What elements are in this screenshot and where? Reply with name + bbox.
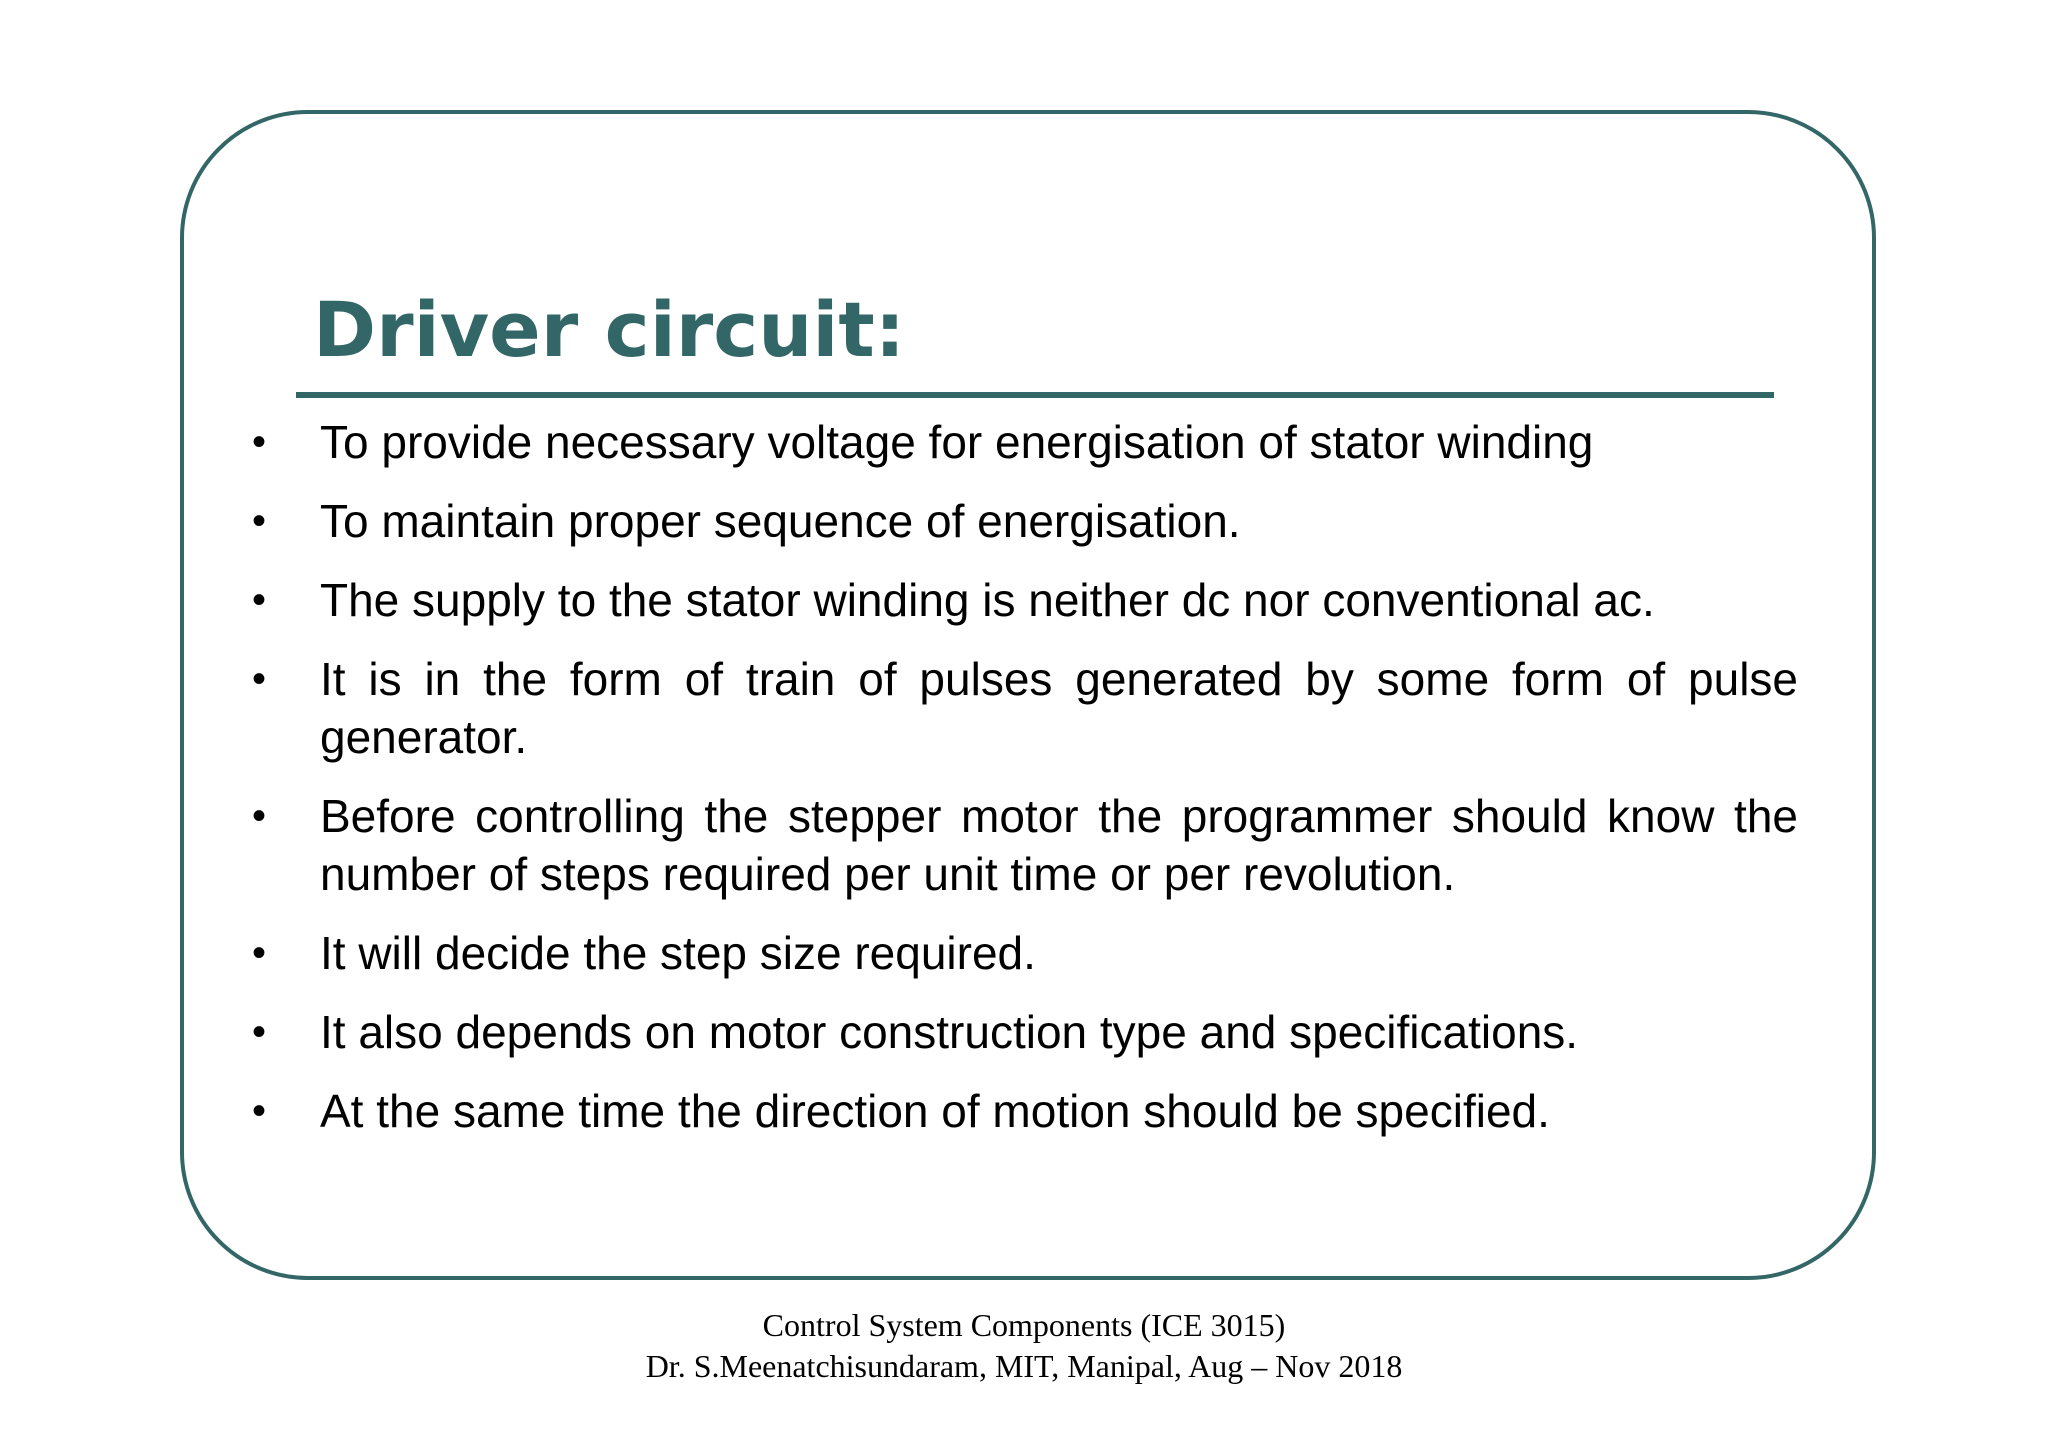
bullet-item — [252, 413, 1798, 471]
bullet-item — [252, 492, 1798, 550]
bullet-marker: • — [252, 499, 267, 543]
footer-course: Control System Components (ICE 3015) — [762, 1307, 1286, 1343]
bullet-item — [252, 571, 1798, 629]
bullet-marker: • — [252, 1089, 267, 1133]
bullet-item — [252, 787, 1798, 903]
bullet-marker: • — [252, 578, 267, 622]
bullet-text: The supply to the stator winding is neither dc nor conventional ac. — [320, 574, 1655, 626]
bullet-marker: • — [252, 657, 267, 701]
bullet-text: It is in the form of train of pulses generated by some form of pulse generator. — [320, 653, 1798, 763]
bullet-marker: • — [252, 794, 267, 838]
bullet-text: It also depends on motor construction type and specifications. — [320, 1006, 1579, 1058]
slide-title: Driver circuit: — [313, 285, 906, 374]
bullet-text: To maintain proper sequence of energisation. — [320, 495, 1241, 547]
bullet-item — [252, 650, 1798, 766]
bullet-text: At the same time the direction of motion should be specified. — [320, 1085, 1550, 1137]
bullet-list — [252, 413, 1798, 1161]
title-underline — [296, 392, 1774, 398]
bullet-item — [252, 1003, 1798, 1061]
bullet-item — [252, 1082, 1798, 1140]
bullet-item — [252, 924, 1798, 982]
bullet-marker: • — [252, 420, 267, 464]
bullet-text: It will decide the step size required. — [320, 927, 1036, 979]
bullet-marker: • — [252, 1010, 267, 1054]
bullet-marker: • — [252, 931, 267, 975]
bullet-text: To provide necessary voltage for energisation of stator winding — [320, 416, 1594, 468]
footer-author: Dr. S.Meenatchisundaram, MIT, Manipal, Aug – Nov 2018 — [645, 1348, 1403, 1384]
bullet-text: Before controlling the stepper motor the programmer should know the number of steps required per unit time or per revolution. — [320, 790, 1798, 900]
